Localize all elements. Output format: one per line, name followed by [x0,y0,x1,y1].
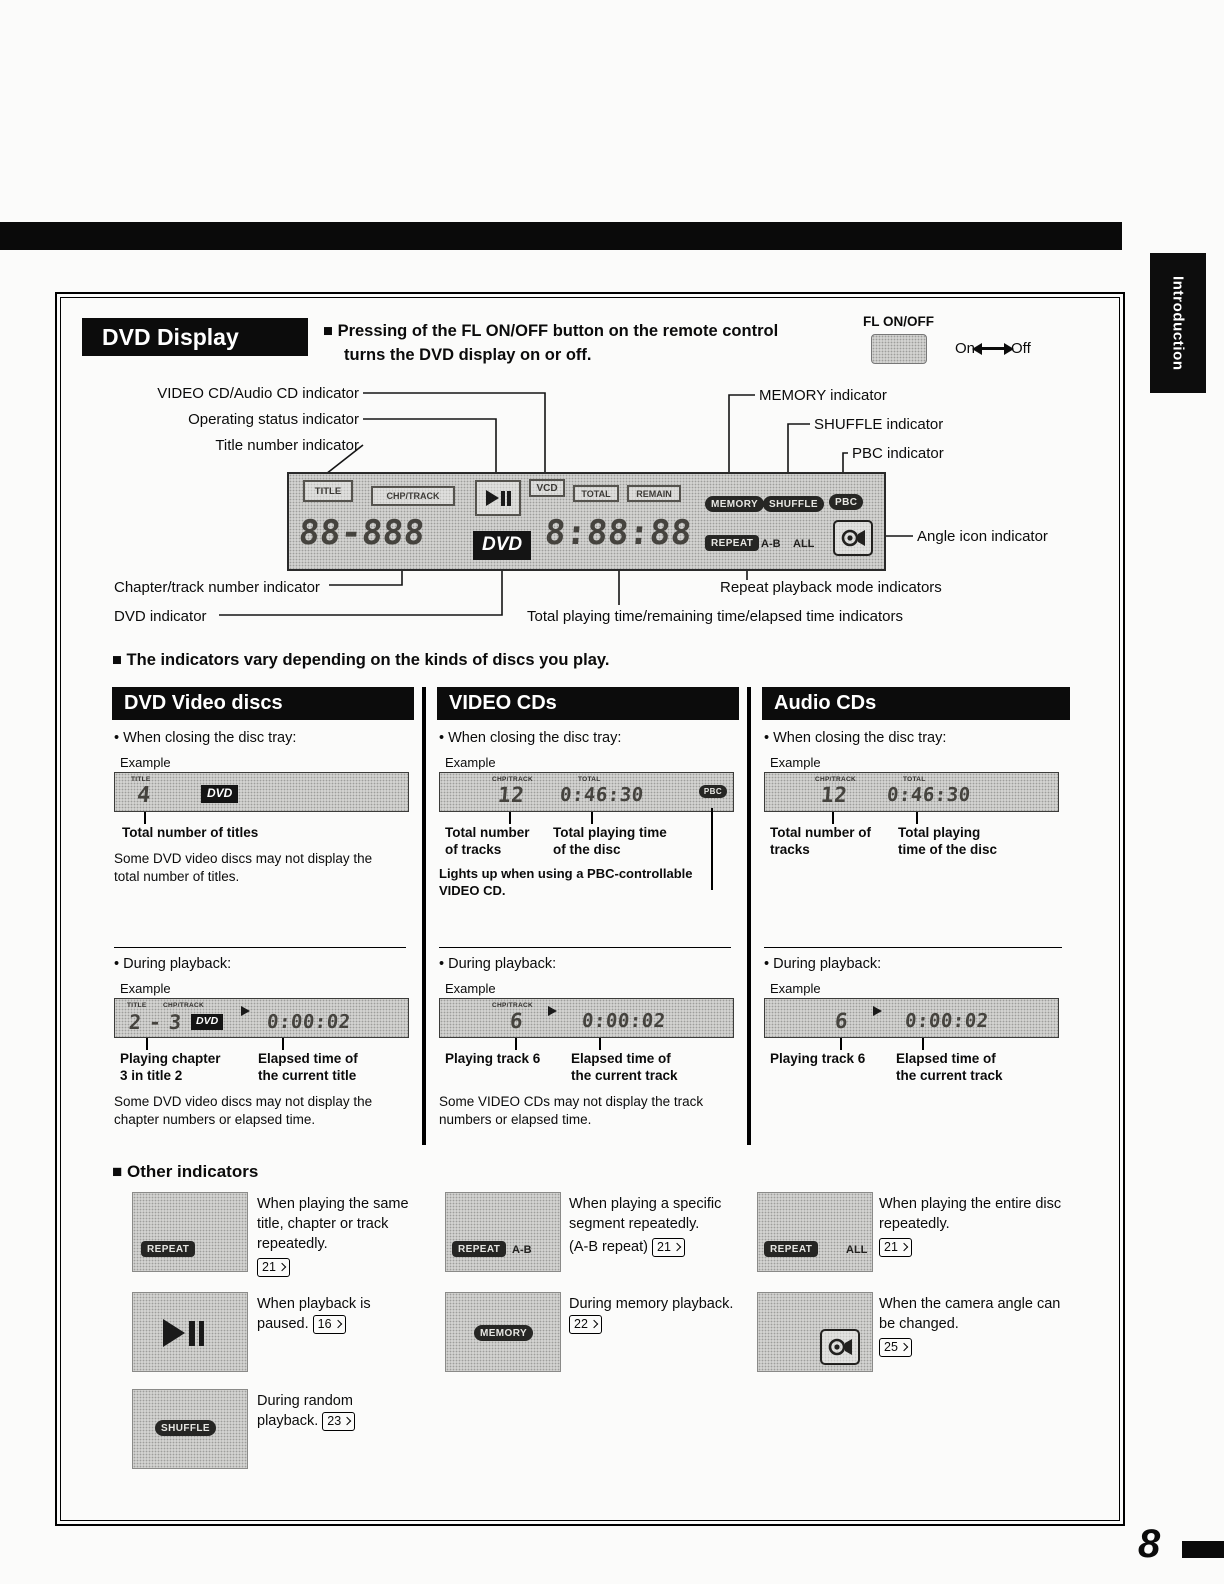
caption-line: 3 in title 2 [120,1067,183,1083]
header-description-line2: turns the DVD display on or off. [344,345,592,364]
label-dvd-indicator: DVD indicator [114,608,207,625]
indicator-image-repeat-ab [445,1192,561,1272]
header-description [323,320,868,368]
example-label: Example [445,981,496,996]
closing-bullet: • When closing the disc tray: [114,730,297,746]
tiny-title-label: TITLE [131,776,151,783]
section-divider [114,947,406,948]
section-tab-label: Introduction [1169,275,1187,371]
caption-line: the current track [896,1067,1003,1083]
indicator-text: During memory playback. [569,1296,734,1312]
example-label: Example [770,755,821,770]
label-operating-status: Operating status indicator [188,411,359,428]
panel-remain-label: REMAIN [627,485,681,502]
caption-line: of the disc [553,841,621,857]
caption-total-time [553,825,703,859]
page-ref-line [569,1237,737,1257]
caption-total-tracks [770,825,898,859]
closing-section [764,730,1070,942]
indicator-image-repeat [132,1192,248,1272]
tiny-title-label: TITLE [127,1002,147,1009]
column-body [112,720,414,1129]
page-ref: 25 [879,1338,912,1357]
panel-total-label: TOTAL [573,485,619,502]
closing-section [114,730,414,942]
pause-bar-icon [507,491,511,506]
dvd-logo-badge: DVD [191,1014,223,1030]
tiny-chp-track-label: CHP/TRACK [163,1002,204,1009]
memory-badge: MEMORY [474,1325,533,1341]
indicator-text: When the camera angle can be changed. [879,1296,1061,1332]
total-time-digits: 0:46:30 [559,784,645,806]
playback-bullet: • During playback: [114,956,232,972]
label-shuffle-indicator: SHUFFLE indicator [814,416,944,433]
page-ref: 21 [257,1258,290,1277]
pointer-line [922,1038,924,1050]
example-label: Example [445,755,496,770]
label-title-number: Title number indicator [215,437,359,454]
closing-bullet: • When closing the disc tray: [764,730,947,746]
square-bullet: ■ [323,322,333,340]
repeat-badge: REPEAT [452,1241,506,1257]
pointer-ticks [114,812,414,825]
captions [764,1051,1070,1085]
pointer-ticks [439,812,739,825]
pbc-pointer-line [711,808,713,890]
play-triangle-icon [163,1319,185,1347]
pbc-badge: PBC [699,785,727,798]
elapsed-time-digits: 0:00:02 [904,1010,990,1032]
a-b-label: A-B [512,1244,532,1256]
playback-section [764,956,1070,1085]
repeat-badge: REPEAT [141,1241,195,1257]
indicator-text: When playing the same title, chapter or track repeatedly. [257,1196,409,1252]
fl-on-off-button-image [871,334,927,364]
play-pause-icon [163,1319,204,1347]
indicator-text: When playing a specific segment repeatedly. [569,1196,722,1232]
caption-elapsed-time [896,1051,1046,1085]
example-label: Example [120,981,171,996]
pointer-line [840,1038,842,1050]
indicator-text2: (A-B repeat) [569,1239,648,1255]
caption-line: Playing chapter [120,1051,221,1066]
display-example-image [764,998,1059,1038]
page-ref: 22 [569,1315,602,1334]
display-diagram [57,379,1123,641]
repeat-badge: REPEAT [764,1241,818,1257]
caption-line: tracks [770,841,810,857]
pointer-line [146,1038,148,1050]
captions [114,1051,414,1085]
chapter-digit: 3 [167,1010,183,1034]
caption-line: Elapsed time of [258,1051,358,1066]
example-label: Example [120,755,171,770]
elapsed-time-digits: 0:00:02 [266,1011,352,1033]
other-indicators-heading: ■ Other indicators [112,1162,259,1181]
double-arrow-icon [981,347,1005,350]
pointer-line [591,812,593,824]
column-header: VIDEO CDs [437,687,739,720]
page-ref: 21 [879,1238,912,1257]
indicator-image-pause [132,1292,248,1372]
repeat-badge: REPEAT [705,535,759,551]
pbc-badge: PBC [829,494,863,510]
indicator-image-shuffle [132,1389,248,1469]
on-label: On [955,340,976,357]
indicator-description [879,1294,1069,1357]
camera-glyph [839,526,867,550]
angle-camera-icon [833,520,873,556]
caption-elapsed-time [258,1051,408,1085]
indicator-image-repeat-all [757,1192,873,1272]
pause-bar-icon [501,491,505,506]
label-pbc-indicator: PBC indicator [852,445,944,462]
playback-section [439,956,739,1129]
tiny-chp-track-label: CHP/TRACK [815,776,856,783]
caption-line: Total playing time [553,825,667,840]
section-divider [764,947,1062,948]
total-time-digits: 0:46:30 [886,784,972,806]
indicator-text: When playing the entire disc repeatedly. [879,1196,1062,1232]
playback-bullet: • During playback: [764,956,882,972]
elapsed-time-digits: 0:00:02 [581,1010,667,1032]
closing-bullet: • When closing the disc tray: [439,730,622,746]
label-memory-indicator: MEMORY indicator [759,387,887,404]
all-label: ALL [846,1244,868,1256]
column-header: DVD Video discs [112,687,414,720]
dvd-logo-badge: DVD [473,531,531,560]
title-count-digit: 4 [135,783,152,808]
panel-chp-track-box: CHP/TRACK [371,486,455,506]
pointer-line [515,1038,517,1050]
pause-bar-icon [199,1321,205,1346]
captions [764,825,1070,859]
time-digits: 8:88:88 [543,513,694,553]
shuffle-badge: SHUFFLE [155,1420,216,1436]
indicator-description [257,1391,415,1431]
indicator-description [879,1194,1069,1257]
section-divider [439,947,731,948]
pause-bar-icon [189,1321,195,1346]
page-ref-line [257,1257,433,1277]
track-digit: 6 [833,1009,850,1033]
pointer-line [916,812,918,824]
pointer-line [832,812,834,824]
track-count-digits: 12 [819,783,849,807]
fl-on-off-label: FL ON/OFF [863,314,934,329]
caption-line: Total number of [770,825,871,840]
play-triangle-icon [241,1006,250,1016]
shuffle-badge: SHUFFLE [763,496,824,512]
a-b-label: A-B [761,538,781,550]
pointer-ticks [439,1038,739,1051]
playback-bullet: • During playback: [439,956,557,972]
column-dvd-video-discs [112,687,414,1129]
page-ref-line [879,1337,1069,1357]
pointer-line [282,1038,284,1050]
camera-glyph [826,1335,854,1359]
caption-line: Elapsed time of [896,1051,996,1066]
indicator-text: During random playback. [257,1393,353,1429]
label-video-cd-indicator: VIDEO CD/Audio CD indicator [157,385,359,402]
dvd-display-panel [287,472,886,571]
column-body [437,720,739,1129]
section-tab [1150,253,1206,393]
pbc-note: Lights up when using a PBC-controllable VIDEO CD. [439,865,693,898]
captions [439,825,739,859]
example-label: Example [770,981,821,996]
caption-line: Total number [445,825,530,840]
caption-line: Total playing [898,825,981,840]
on-off-indicator [955,340,1031,357]
column-body [762,720,1070,1085]
tiny-chp-track-label: CHP/TRACK [492,1002,533,1009]
column-audio-cds [762,687,1070,1085]
captions [114,825,414,842]
top-rule-bar [0,222,1122,250]
indicator-description [257,1294,415,1334]
caption-total-tracks [445,825,553,859]
playback-note: Some VIDEO CDs may not display the track numbers or elapsed time. [439,1093,704,1127]
title-chapter-digits: 88-888 [297,513,427,553]
label-total-time: Total playing time/remaining time/elapsed time indicators [527,608,904,625]
indicator-description [569,1194,737,1257]
caption-total-titles: Total number of titles [122,825,259,840]
playback-note: Some DVD video discs may not display the chapter numbers or elapsed time. [114,1093,373,1127]
pointer-ticks [114,1038,414,1051]
label-chapter-track: Chapter/track number indicator [114,579,320,596]
caption-total-time [898,825,1048,859]
page-ref: 21 [652,1238,685,1257]
dvd-logo-badge: DVD [201,785,238,803]
angle-camera-icon [820,1329,860,1365]
indicator-image-memory [445,1292,561,1372]
caption-playing-track: Playing track 6 [770,1051,866,1066]
display-example-image [114,772,409,812]
indicator-text: When playback is paused. [257,1296,371,1332]
display-example-image [764,772,1059,812]
label-repeat-modes: Repeat playback mode indicators [720,579,942,596]
play-pause-icon [486,490,511,506]
column-video-cds [437,687,739,1129]
caption-playing-chapter [120,1051,258,1085]
captions [439,1051,739,1085]
pointer-ticks [764,1038,1070,1051]
display-example-image [439,772,734,812]
playback-section [114,956,414,1129]
caption-elapsed-time [571,1051,721,1085]
off-label: Off [1011,340,1031,357]
page-ref-line [879,1237,1069,1257]
track-digit: 6 [508,1009,525,1033]
caption-line: the current track [571,1067,678,1083]
play-triangle-icon [486,490,499,506]
display-example-image [114,998,409,1038]
indicator-description [257,1194,433,1277]
indicator-image-angle [757,1292,873,1372]
column-separator [422,687,426,1145]
caption-playing-track: Playing track 6 [445,1051,541,1066]
play-triangle-icon [873,1006,882,1016]
page-ref: 16 [313,1315,346,1334]
page-title: DVD Display [82,318,308,356]
pointer-line [144,812,146,824]
panel-vcd-label: VCD [529,479,565,497]
pointer-line [599,1038,601,1050]
title-digit: 2 [127,1010,143,1034]
closing-section [439,730,739,942]
panel-operating-status-box [475,480,521,516]
panel-title-box: TITLE [303,480,353,502]
caption-line: the current title [258,1067,357,1083]
page-number-bar [1182,1541,1224,1558]
pointer-line [509,812,511,824]
caption-line: Elapsed time of [571,1051,671,1066]
caption-line: of tracks [445,841,502,857]
indicator-description [569,1294,737,1334]
display-example-image [439,998,734,1038]
column-header: Audio CDs [762,687,1070,720]
tiny-chp-track-label: CHP/TRACK [492,776,533,783]
tiny-total-label: TOTAL [578,776,601,783]
page-frame [55,292,1125,1526]
header-description-text1: Pressing of the FL ON/OFF button on the remote control [337,322,779,340]
label-angle-indicator: Angle icon indicator [917,528,1048,545]
page-ref: 23 [322,1412,355,1431]
page-number: 8 [1138,1522,1161,1566]
variance-note: ■ The indicators vary depending on the kinds of discs you play. [112,651,610,669]
closing-note: Some DVD video discs may not display the total number of titles. [114,850,373,885]
tiny-total-label: TOTAL [903,776,926,783]
track-count-digits: 12 [496,783,526,807]
memory-badge: MEMORY [705,496,764,512]
play-triangle-icon [548,1006,557,1016]
pointer-ticks [764,812,1070,825]
all-label: ALL [793,538,815,550]
header-description-line1 [323,320,868,344]
column-separator [747,687,751,1145]
caption-line: time of the disc [898,841,998,857]
digit-separator: - [147,1010,163,1034]
